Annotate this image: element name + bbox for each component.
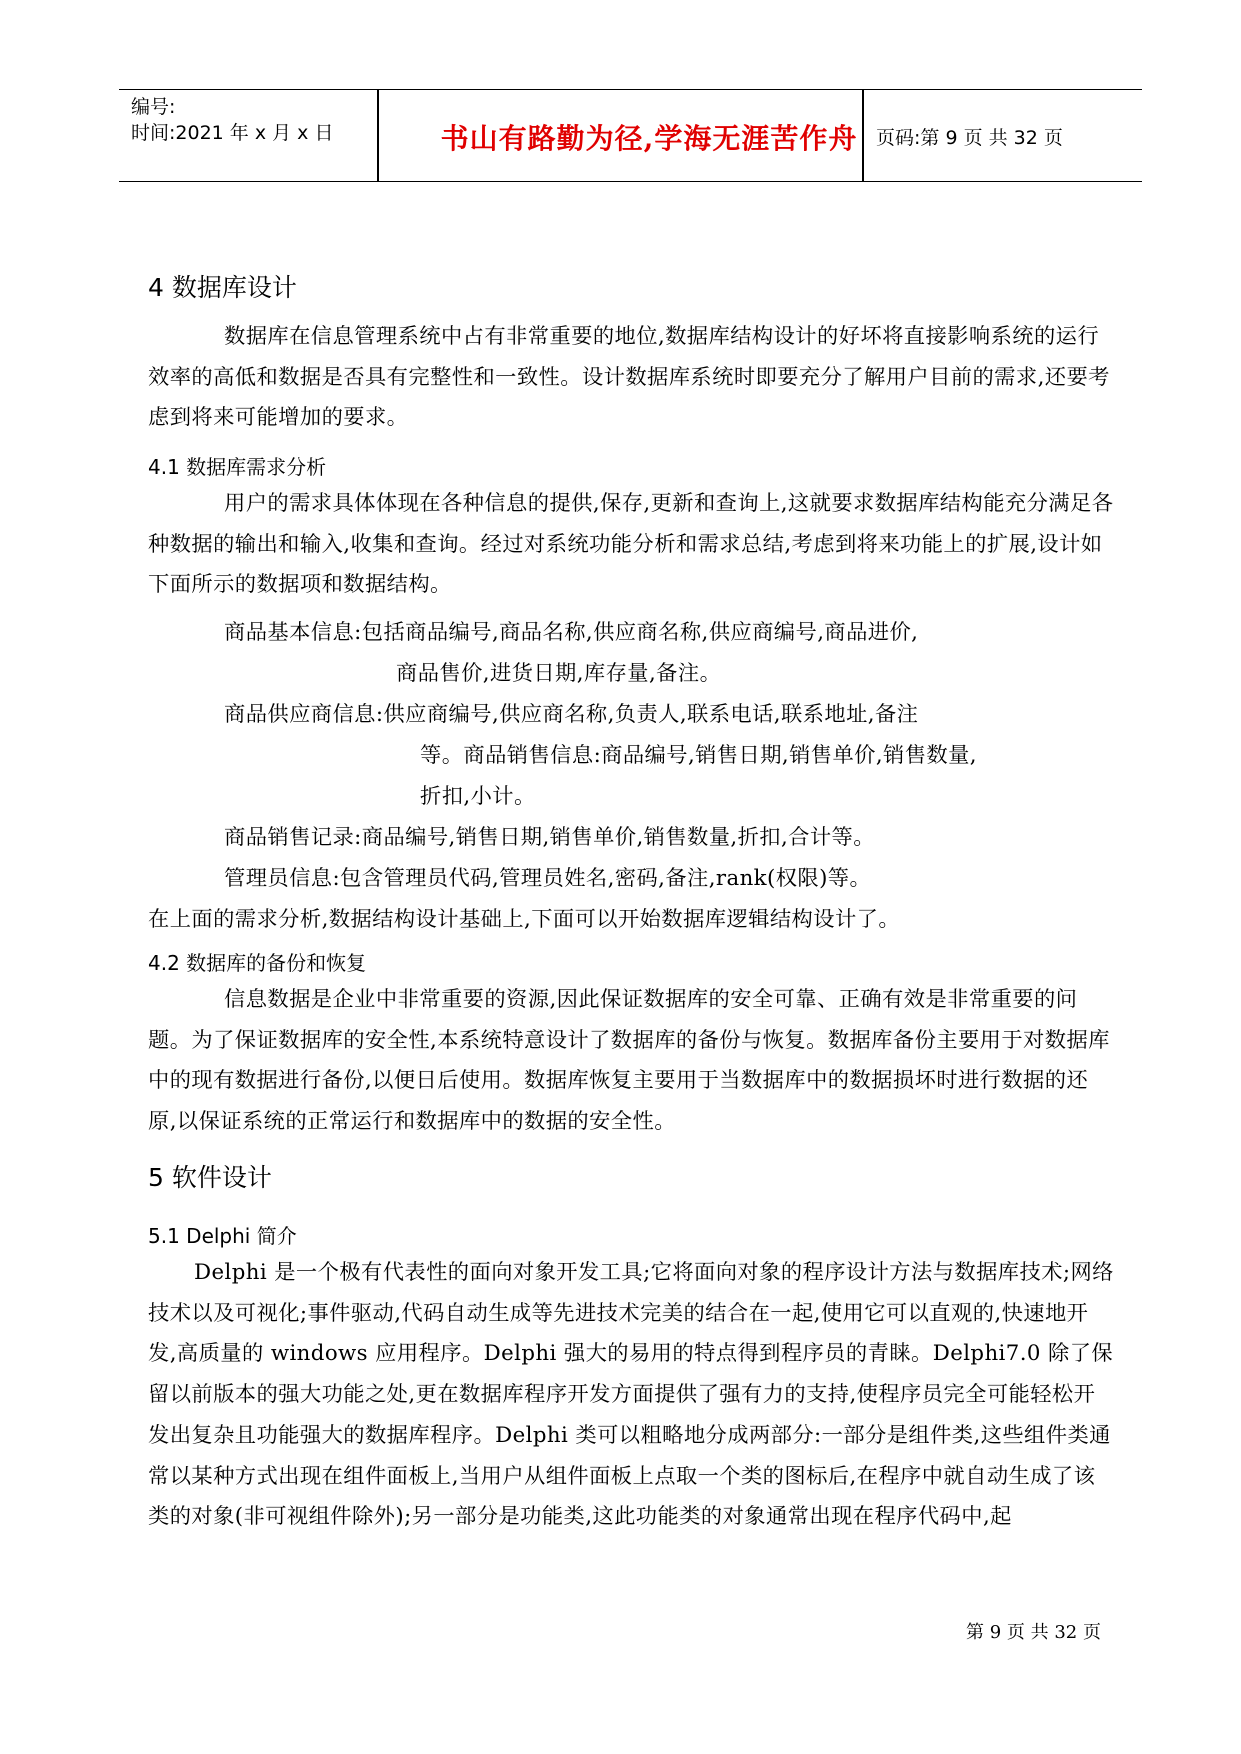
data-item-supplier-info-cont: 等。商品销售信息:商品编号,销售日期,销售单价,销售数量, <box>420 743 977 768</box>
data-item-supplier-info-cont2: 折扣,小计。 <box>420 784 536 809</box>
section-5-title: 5 软件设计 <box>148 1163 272 1192</box>
section-5-1-title: 5.1 Delphi 简介 <box>148 1224 297 1248</box>
document-number: 编号: <box>131 96 176 118</box>
section-4-title: 4 数据库设计 <box>148 273 297 302</box>
data-item-product-info: 商品基本信息:包括商品编号,商品名称,供应商名称,供应商编号,商品进价, <box>224 620 919 645</box>
section-5-1-body: Delphi 是一个极有代表性的面向对象开发工具;它将面向对象的程序设计方法与数据库技术;网络技术以及可视化;事件驱动,代码自动生成等先进技术完美的结合在一起,使用它可以直观的,快速地开发,高质量的 windows 应用程序。Delphi 强大的易用的特点得到程序员的青睐。Delphi7.0 除了保留以前版本的强大功能之处,更在数据库程序开发方面提供了强有力的支持,使程序员完全可能轻松开发出复杂且功能强大的数据库程序。Delphi 类可以粗略地分成两部分:一部分是组件类,这些组件类通常以某种方式出现在组件面板上,当用户从组件面板上点取一个类的图标后,在程序中就自动生成了该类的对象(非可视组件除外);另一部分是功能类,这此功能类的对象通常出现在程序代码中,起 <box>148 1260 1114 1530</box>
data-item-admin-info: 管理员信息:包含管理员代码,管理员姓名,密码,备注,rank(权限)等。 <box>224 866 872 891</box>
header-page-number: 页码:第 9 页 共 32 页 <box>876 127 1063 149</box>
section-4-2-title: 4.2 数据库的备份和恢复 <box>148 951 367 975</box>
data-item-sales-record: 商品销售记录:商品编号,销售日期,销售单价,销售数量,折扣,合计等。 <box>224 825 875 850</box>
section-4-1-outro: 在上面的需求分析,数据结构设计基础上,下面可以开始数据库逻辑结构设计了。 <box>148 907 901 932</box>
section-4-2-body: 信息数据是企业中非常重要的资源,因此保证数据库的安全可靠、正确有效是非常重要的问题。为了保证数据库的安全性,本系统特意设计了数据库的备份与恢复。数据库备份主要用于对数据库中的现有数据进行备份,以便日后使用。数据库恢复主要用于当数据库中的数据损坏时进行数据的还原,以保证系统的正常运行和数据库中的数据的安全性。 <box>148 987 1110 1135</box>
data-item-product-info-cont: 商品售价,进货日期,库存量,备注。 <box>396 661 722 686</box>
section-4-1-intro: 用户的需求具体体现在各种信息的提供,保存,更新和查询上,这就要求数据库结构能充分满足各种数据的输出和输入,收集和查询。经过对系统功能分析和需求总结,考虑到将来功能上的扩展,设计如下面所示的数据项和数据结构。 <box>148 491 1114 598</box>
document-date: 时间:2021 年 x 月 x 日 <box>131 122 334 144</box>
page-footer: 第 9 页 共 32 页 <box>966 1622 1101 1643</box>
section-4-1-title: 4.1 数据库需求分析 <box>148 455 327 479</box>
page-header <box>119 89 1142 182</box>
data-item-supplier-info: 商品供应商信息:供应商编号,供应商名称,负责人,联系电话,联系地址,备注 <box>224 702 919 727</box>
section-4-intro: 数据库在信息管理系统中占有非常重要的地位,数据库结构设计的好坏将直接影响系统的运行效率的高低和数据是否具有完整性和一致性。设计数据库系统时即要充分了解用户目前的需求,还要考虑到将来可能增加的要求。 <box>148 324 1110 431</box>
header-motto: 书山有路勤为径,学海无涯苦作舟 <box>440 122 858 155</box>
